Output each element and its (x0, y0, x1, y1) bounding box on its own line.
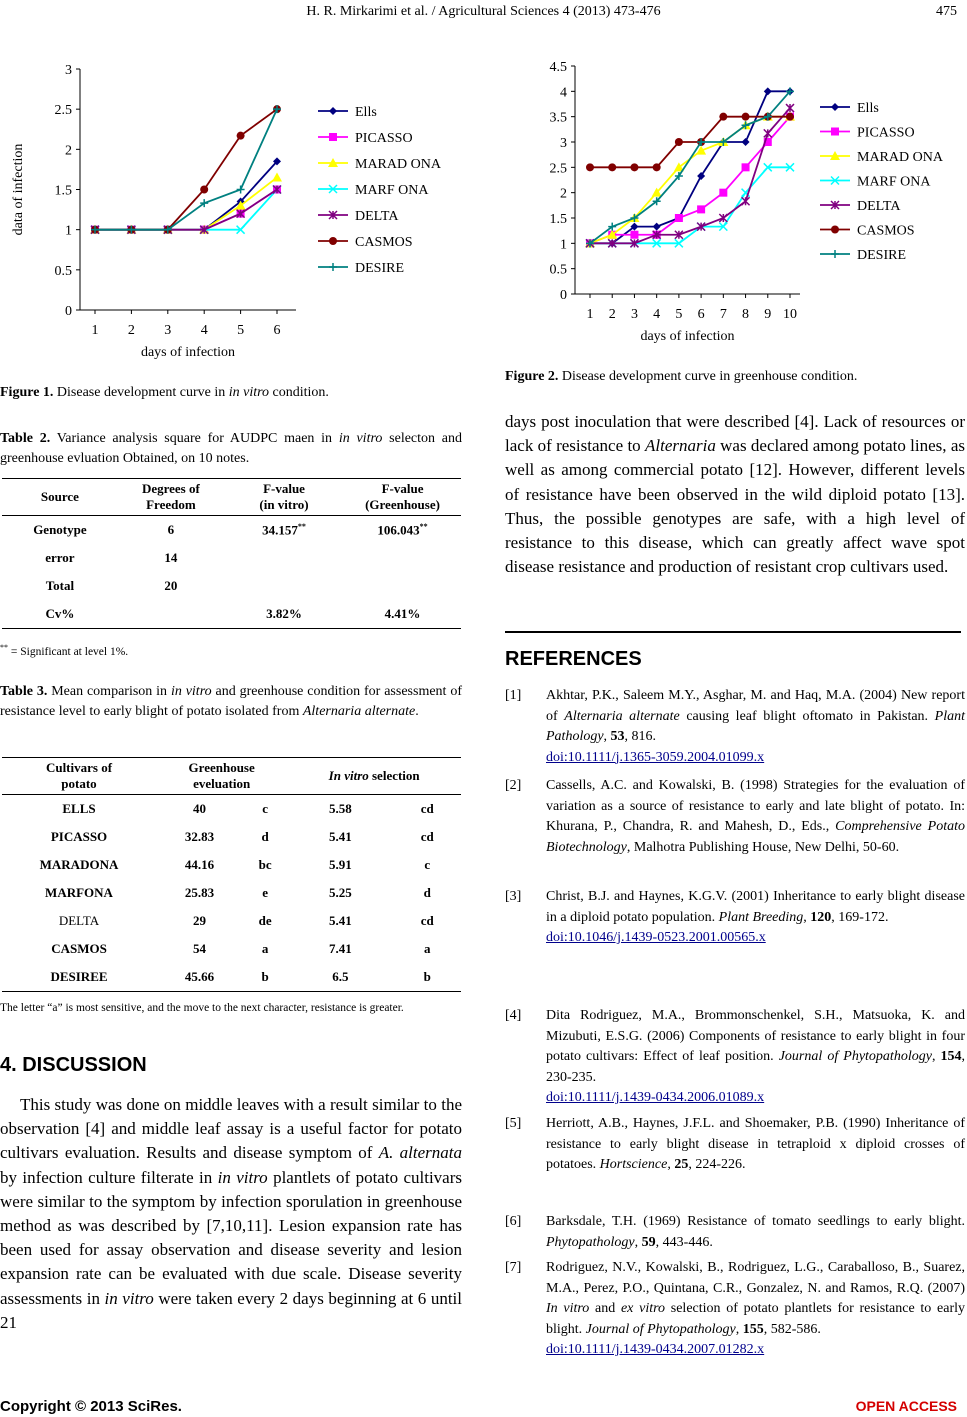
data-point (200, 186, 208, 194)
legend-label: MARF ONA (857, 174, 931, 190)
x-tick-label: 6 (273, 323, 281, 338)
series-line (590, 167, 790, 243)
page-number: 475 (936, 4, 957, 19)
table-cell: de (258, 913, 272, 928)
table-cell: cd (420, 829, 434, 844)
legend-label: MARAD ONA (355, 157, 441, 172)
figure-1-caption: Figure 1. Disease development curve in in vitro condition. (0, 385, 329, 400)
data-point (742, 113, 750, 121)
legend-label: Ells (355, 105, 377, 120)
footer-open-access: OPEN ACCESS (855, 1398, 957, 1414)
data-point (764, 87, 772, 95)
table-3 (2, 757, 461, 992)
x-tick-label: 10 (783, 307, 797, 322)
series-line (95, 109, 277, 230)
table-cell: b (393, 963, 461, 992)
x-tick-label: 2 (608, 307, 616, 322)
legend-label: DELTA (857, 199, 901, 214)
table-cell: 5.58 (329, 801, 352, 816)
legend-marker (831, 128, 839, 136)
reference-4-doi-link[interactable]: doi:10.1111/j.1439-0434.2006.01089.x (546, 1090, 765, 1105)
figure-2-plot-group (505, 60, 944, 344)
legend-label: MARAD ONA (857, 150, 943, 165)
reference-7: [7] Rodriguez, N.V., Kowalski, B., Rodriguez, L.G., Caraballoso, B., Suarez, M.A., Perez, P.O., Quintana, C.R., Gonzalez, N. and Ramos, R.Q. (2007) In vitro and ex vitro selection of potato plantlets for resistance to early blight. Journal of Phytopathology, 155, 582-586. doi:10.1111/j.1439-0434.2007.01282.x (505, 1260, 966, 1357)
legend-item (820, 248, 906, 263)
x-tick-label: 9 (764, 307, 772, 322)
reference-6: [6] Barksdale, T.H. (1969) Resistance of tomato seedlings to early blight. Phytopathology, 59, 443-446. (505, 1214, 965, 1250)
table-cell: 45.66 (156, 963, 243, 992)
reference-5: [5] Herriott, A.B., Haynes, J.F.L. and Shoemaker, P.B. (1990) Inheritance of resistance to early blight disease in tetraploid x diploid crosses of potatoes. Hortscience, 25, 224-226. (505, 1116, 965, 1172)
data-point (237, 186, 245, 194)
data-point (742, 138, 750, 146)
legend-item (318, 105, 377, 120)
x-axis-label: days of infection (640, 329, 735, 344)
figure-2-chart (505, 52, 965, 352)
discussion-heading: 4. DISCUSSION (0, 1054, 147, 1076)
table-row (2, 851, 461, 879)
table-cell: b (243, 963, 287, 992)
reference-1: [1] Akhtar, P.K., Saleem M.Y., Asghar, M. and Haq, M.A. (2004) New report of Alternaria alternate causing leaf blight oftomato in Pakistan. Plant Pathology, 53, 816. doi:10.1111/j.1365-3059.2004.01099.x (505, 688, 965, 765)
series-casmos (91, 105, 281, 234)
table-3-note: The letter “a” is most sensitive, and the move to the next character, resistance is greater. (0, 1002, 404, 1014)
discussion-paragraph-2: days post inoculation that were described [4]. Lack of resources or lack of resistance to Alternaria was declared among potato lines, as well as among commercial potato [12]. However, different levels of resistance have been observed in the wild diploid potato [13]. Thus, the possible genotypes are safe, with a high level of resistance to this disease, which can greatly affect wave spot disease resistance and production of resistant crop cultivars used. (505, 412, 965, 577)
table-row (2, 935, 461, 963)
legend-item (820, 175, 931, 190)
reference-3: [3] Christ, B.J. and Haynes, K.G.V. (2001) Inheritance to early blight disease in a diploid potato population. Plant Breeding, 120, 169-172. doi:10.1046/j.1439-0523.2001.00565.x (505, 889, 965, 945)
table-cell: 54 (192, 941, 206, 956)
table-row (2, 879, 461, 907)
legend-item (318, 261, 404, 276)
table-row: Total 20 (45, 578, 178, 593)
table-cell: 5.91 (329, 857, 352, 872)
y-tick-label: 0 (560, 288, 567, 303)
reference-2: [2] Cassells, A.C. and Kowalski, B. (1998) Strategies for the evaluation of variation as a source of resistance to early and late blight of potato. In: Khurana, P., Chandra, R. and Mahesh, D., Eds., Comprehensive Potato Biotechnology, Malhotra Publishing House, New Delhi, 50-60. (505, 778, 965, 855)
table-row: Genotype 6 34.157** 106.043** (33, 521, 428, 538)
table-row (2, 907, 461, 935)
y-axis-label: data of infection (11, 143, 26, 236)
x-tick-label: 8 (742, 307, 750, 322)
legend-label: PICASSO (355, 131, 413, 146)
table-cell: e (262, 885, 268, 900)
table-cell: DELTA (58, 913, 100, 928)
table-cell: CASMOS (51, 941, 107, 956)
legend-marker (329, 133, 337, 141)
series-picasso (586, 113, 794, 248)
legend-item (318, 157, 442, 172)
table-cell: 32.83 (184, 829, 215, 844)
data-point (719, 113, 727, 121)
table-2-header-df: Degrees of Freedom (118, 479, 224, 516)
y-tick-label: 1.5 (54, 183, 72, 199)
data-point (742, 163, 750, 171)
legend-label: Ells (857, 101, 879, 116)
x-tick-label: 1 (91, 323, 99, 338)
data-point (786, 104, 794, 112)
table-cell: MARADONA (39, 857, 119, 872)
footer-copyright: Copyright © 2013 SciRes. (0, 1398, 182, 1415)
legend-marker (831, 250, 839, 258)
table-cell: 44.16 (184, 857, 215, 872)
table-cell: MARFONA (45, 885, 113, 900)
data-point (608, 163, 616, 171)
table-row: Cv% 3.82% 4.41% (2, 600, 461, 629)
table-row (2, 963, 461, 992)
table-cell: 29 (192, 913, 206, 928)
y-tick-label: 2.5 (549, 161, 567, 177)
series-desire (91, 105, 281, 234)
y-tick-label: 1.5 (549, 212, 567, 227)
legend-label: DELTA (355, 209, 399, 224)
data-point (742, 197, 750, 205)
legend-item (820, 224, 915, 239)
reference-7-doi-link[interactable]: doi:10.1111/j.1439-0434.2007.01282.x (546, 1342, 765, 1357)
table-2-caption: Table 2. Variance analysis square for AUDPC maen in in vitro selecton and greenhouse evluation Obtained, on 10 notes. (0, 431, 462, 466)
table-2 (2, 478, 461, 629)
data-point (719, 189, 727, 197)
legend-label: DESIRE (355, 261, 404, 276)
data-point (675, 138, 683, 146)
figure-1-chart (0, 52, 470, 372)
table-row: error 14 (45, 550, 178, 565)
table-3-header-invitro: In vitro selection (287, 758, 461, 795)
data-point (697, 205, 705, 213)
data-point (653, 163, 661, 171)
y-tick-label: 2 (65, 143, 72, 159)
table-cell: 6.5 (287, 963, 393, 992)
series-marad-ona (90, 172, 282, 233)
reference-1-doi-link[interactable]: doi:10.1111/j.1365-3059.2004.01099.x (546, 749, 765, 765)
y-tick-label: 0.5 (54, 263, 72, 279)
x-axis-label: days of infection (140, 345, 236, 360)
table-cell: 25.83 (184, 885, 215, 900)
table-cell: c (424, 857, 431, 872)
legend-item (318, 131, 413, 146)
legend-marker (329, 237, 337, 245)
table-2-header-fvalue-greenhouse: F-value (Greenhouse) (344, 479, 461, 516)
table-cell: d (423, 885, 431, 900)
data-point (630, 163, 638, 171)
table-cell: 40 (192, 801, 206, 816)
table-cell: DESIREE (2, 963, 156, 992)
y-tick-label: 1 (65, 223, 72, 239)
table-2-footnote: ** = Significant at level 1%. (0, 643, 129, 658)
legend-item (820, 101, 879, 116)
legend-item (820, 199, 901, 214)
table-cell: c (262, 801, 268, 816)
reference-3-doi-link[interactable]: doi:10.1046/j.1439-0523.2001.00565.x (546, 930, 766, 945)
data-point (719, 214, 727, 222)
table-cell: a (423, 941, 431, 956)
table-cell: bc (258, 857, 272, 872)
table-cell: cd (420, 913, 434, 928)
references-heading: REFERENCES (505, 648, 642, 670)
data-point (764, 129, 772, 137)
table-cell: 5.41 (329, 913, 352, 928)
y-tick-label: 3 (65, 63, 72, 78)
running-head: H. R. Mirkarimi et al. / Agricultural Sciences 4 (2013) 473-476 (306, 4, 661, 19)
legend-item (318, 209, 399, 224)
x-tick-label: 1 (586, 307, 594, 322)
data-point (586, 163, 594, 171)
x-tick-label: 6 (697, 307, 705, 322)
legend-label: DESIRE (857, 248, 906, 263)
x-tick-label: 3 (164, 323, 172, 338)
y-tick-label: 1 (560, 237, 567, 253)
legend-label: PICASSO (857, 125, 915, 141)
x-tick-label: 2 (127, 323, 135, 338)
y-tick-label: 3.5 (549, 110, 567, 126)
legend-item (318, 235, 413, 250)
series-line (95, 177, 277, 229)
y-tick-label: 0 (65, 304, 72, 319)
series-delta (586, 104, 794, 247)
x-tick-label: 5 (237, 323, 245, 338)
x-tick-label: 4 (653, 307, 661, 322)
series-casmos (586, 113, 794, 172)
table-2-header-fvalue-invitro: F-value (in vitro) (224, 479, 344, 516)
x-tick-label: 4 (200, 323, 208, 338)
y-tick-label: 0.5 (549, 262, 567, 278)
references-rule (505, 631, 961, 633)
table-cell: 5.25 (329, 885, 352, 900)
discussion-paragraph-1: This study was done on middle leaves with a result similar to the observation [4] and middle leaf assay is a useful factor for potato cultivars evaluation. Results and disease symptom of A. alternata by infection culture filterate in in vitro plantlets of potato cultivars were similar to the symptom by infection sporulation in greenhouse method as was described by [7,10,11]. Lesion expansion rate has been used for assay observation and disease severity and lesion expansion rate can be evaluated with due scale. Disease severity assessments in in vitro were taken every 2 days beginning at 6 until 21 (0, 1095, 463, 1332)
table-cell: PICASSO (50, 829, 108, 844)
y-tick-label: 4 (560, 85, 567, 101)
legend-marker (831, 103, 839, 111)
reference-4: [4] Dita Rodriguez, M.A., Brommonschenkel, S.H., Matsuoka, K. and Mizubuti, E.S.G. (2006) Components of resistance to early blight in four potato cultivars: Effect of leaf position. Journal of Phytopathology, 154, 230-235. doi:10.1111/j.1439-0434.2006.01089.x (505, 1008, 966, 1105)
data-point (630, 231, 638, 239)
legend-marker (831, 226, 839, 234)
legend-label: CASMOS (857, 223, 915, 239)
table-cell: ELLS (62, 801, 96, 816)
table-3-header-greenhouse: Greenhouse eveluation (156, 758, 287, 795)
data-point (237, 132, 245, 140)
figure-2-caption: Figure 2. Disease development curve in greenhouse condition. (505, 369, 858, 384)
table-cell: d (261, 829, 269, 844)
legend-item (318, 183, 429, 198)
y-tick-label: 2.5 (54, 103, 72, 119)
x-tick-label: 5 (675, 307, 683, 322)
series-marad-ona (585, 112, 795, 248)
data-point (272, 172, 282, 181)
table-3-header-cultivar: Cultivars of potato (2, 758, 156, 795)
data-point (675, 214, 683, 222)
table-cell: 5.41 (329, 829, 352, 844)
data-point (786, 113, 794, 121)
data-point (653, 223, 661, 231)
table-cell: 7.41 (329, 941, 352, 956)
table-row (2, 823, 461, 851)
table-cell: cd (420, 801, 434, 816)
legend-label: CASMOS (355, 235, 413, 250)
y-tick-label: 4.5 (549, 60, 567, 75)
legend-marker (329, 263, 337, 271)
table-cell: a (261, 941, 269, 956)
legend-item (820, 150, 944, 165)
y-tick-label: 3 (560, 136, 567, 151)
table-2-header-source: Source (2, 479, 118, 516)
table-row (2, 795, 461, 824)
legend-label: MARF ONA (355, 183, 429, 198)
x-tick-label: 7 (719, 307, 727, 322)
x-tick-label: 3 (630, 307, 638, 322)
y-tick-label: 2 (560, 186, 567, 202)
legend-item (820, 126, 915, 141)
legend-marker (329, 107, 337, 115)
table-3-caption: Table 3. Mean comparison in in vitro and greenhouse condition for assessment of resistance level to early blight of potato isolated from Alternaria alternate. (0, 684, 462, 719)
